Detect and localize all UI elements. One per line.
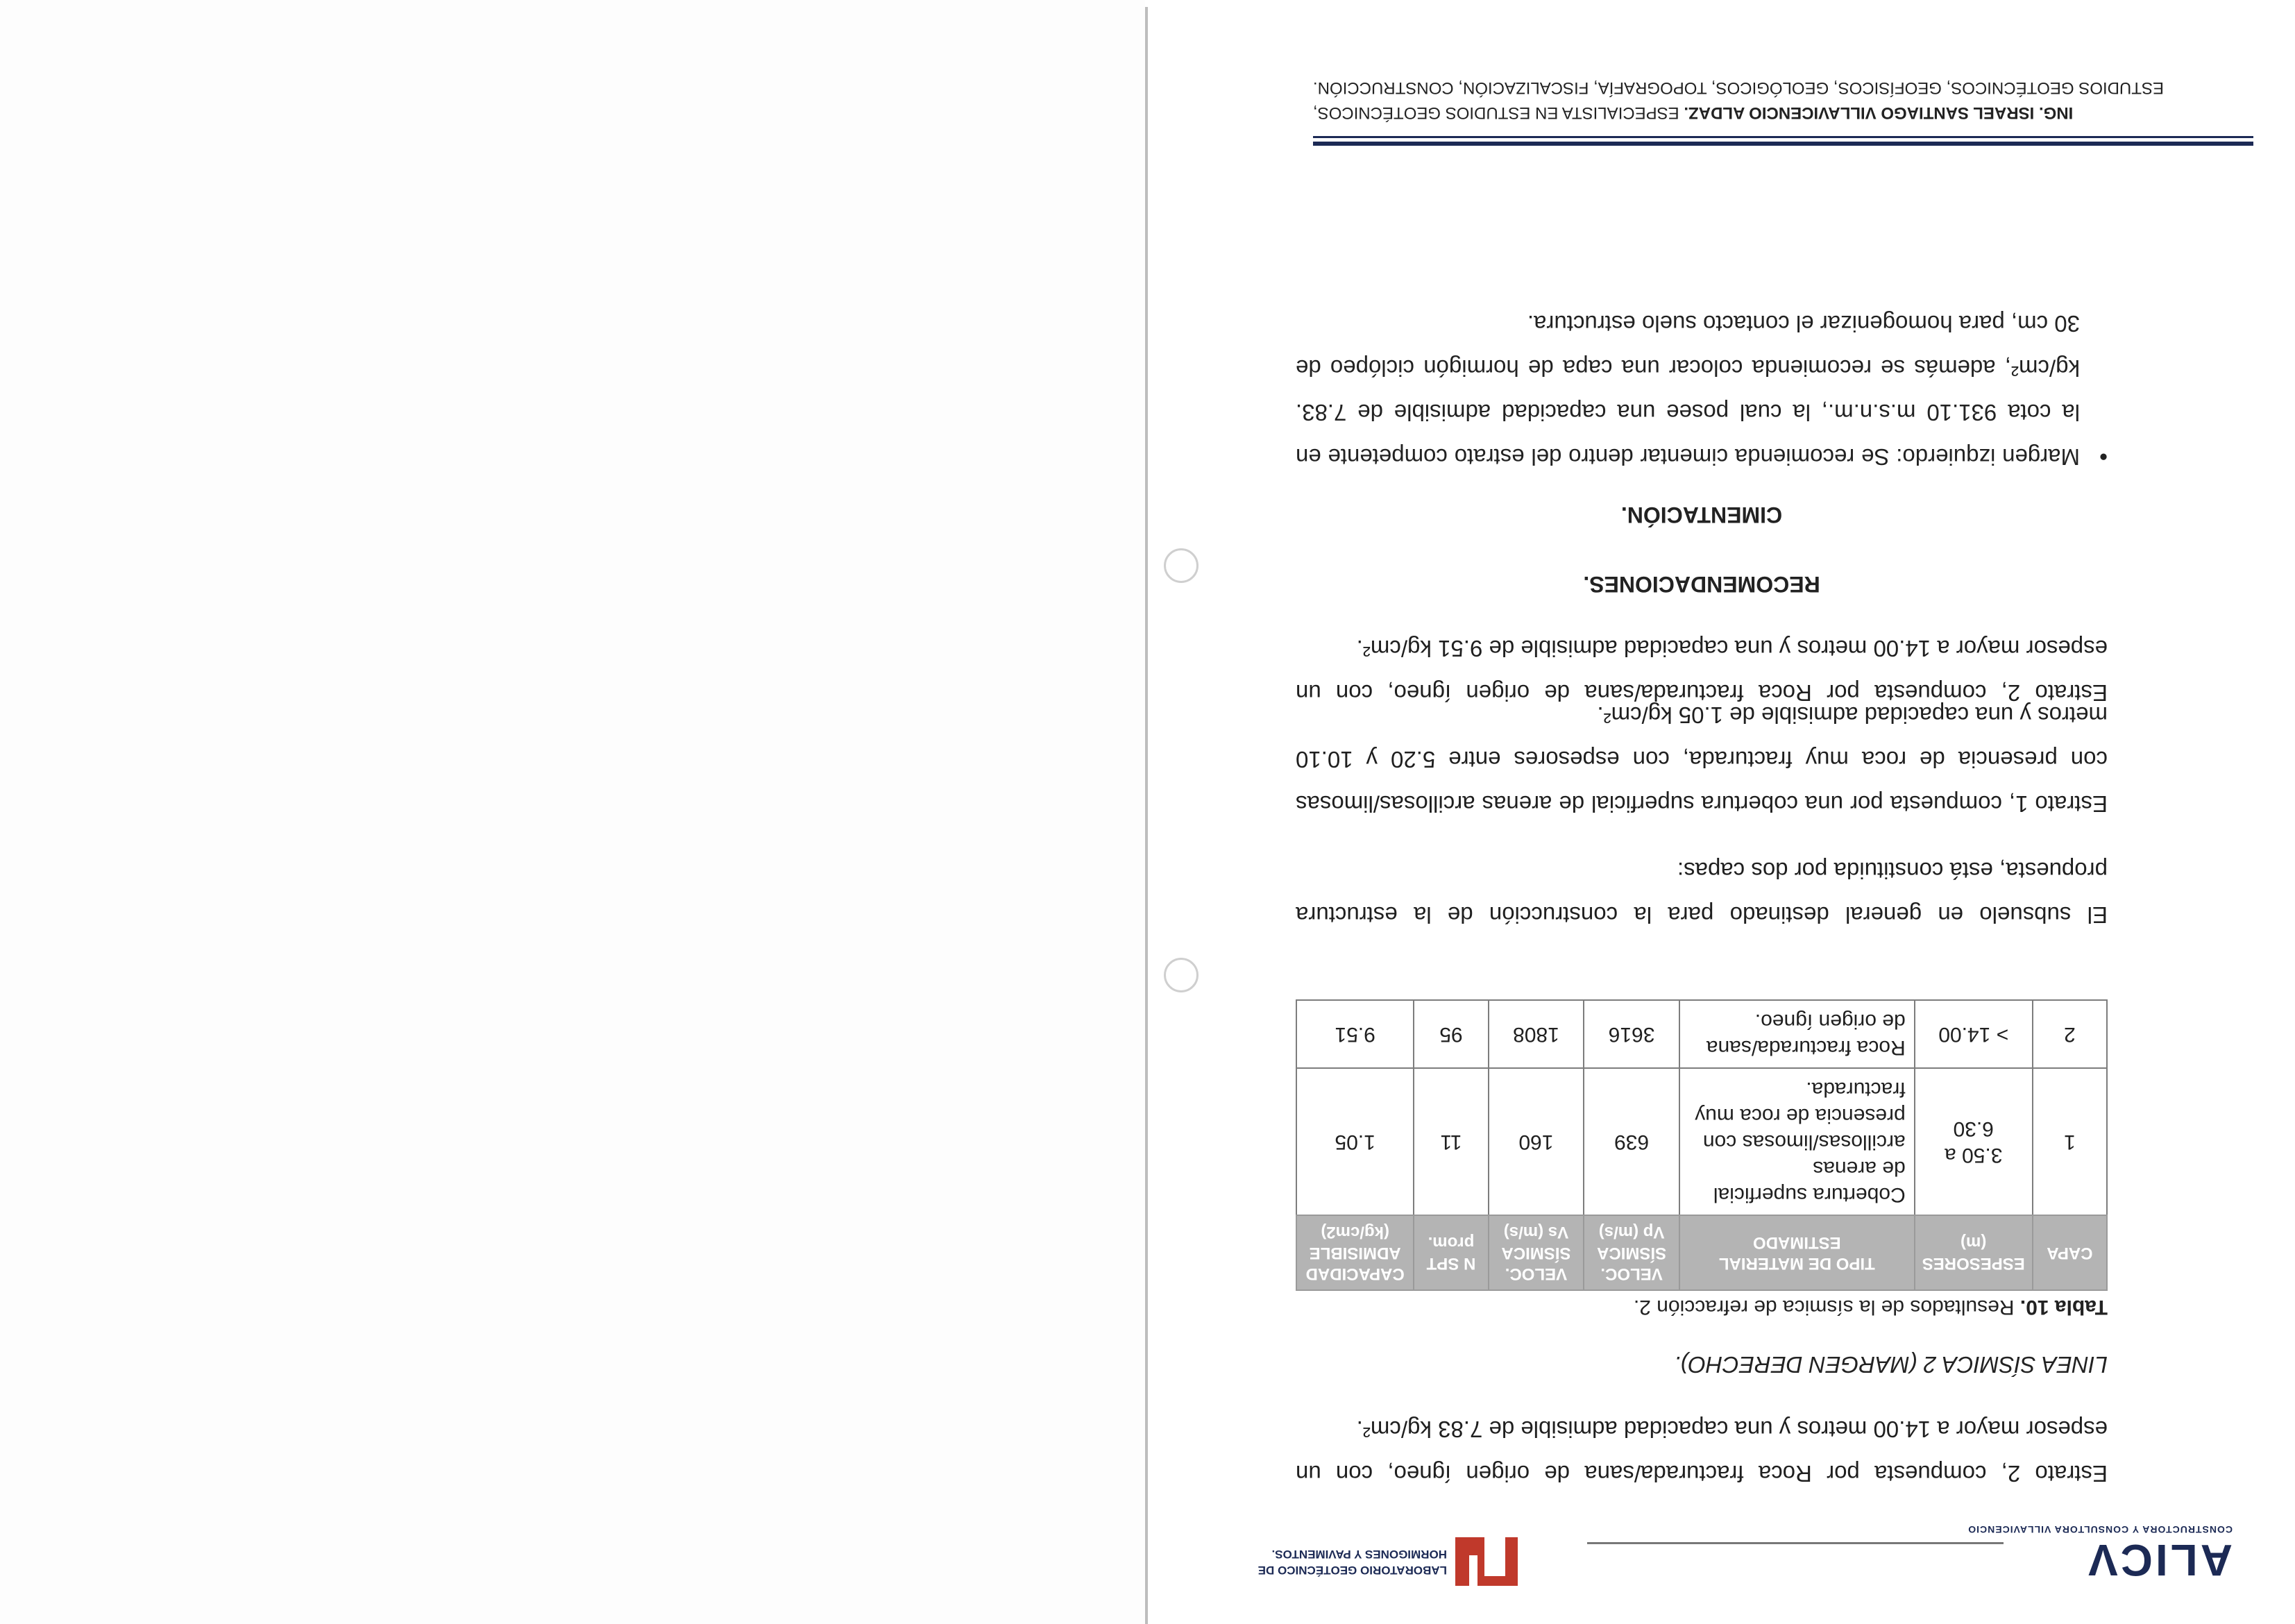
table-cell: 2 <box>2033 1000 2107 1068</box>
table-cell: 639 <box>1584 1068 1679 1215</box>
bullet-dot-icon: • <box>2099 443 2108 470</box>
table-caption-label: Tabla 10. <box>2019 1296 2108 1319</box>
table-header-cell: CAPACIDAD ADMISIBLE (kg/cm2) <box>1296 1215 1414 1290</box>
table-cell: 9.51 <box>1296 1000 1414 1068</box>
company-logo <box>1967 1524 2233 1585</box>
table-caption <box>1634 1295 2108 1319</box>
table-header-row <box>1296 1215 2107 1290</box>
footer-line-2: ESTUDIOS GEOTÉCNICOS, GEOFÍSICOS, GEOLÓGICOS, TOPOGRAFÍA, FISCALIZACIÓN, CONSTRUCCIÓN. <box>1313 78 2164 97</box>
table-row <box>1296 1068 2107 1215</box>
company-logo-mark: ALICV <box>2085 1535 2233 1585</box>
seismic-results-table <box>1296 999 2108 1291</box>
footer-specialty: ESPECIALISTA EN ESTUDIOS GEOTÉCNICOS, <box>1313 103 1684 122</box>
table-cell: 3616 <box>1584 1000 1679 1068</box>
table-header-cell: ESPESORES (m) <box>1915 1215 2033 1290</box>
paragraph-estrato-2-prev: Estrato 2, compuesta por Roca fracturada/sana de origen ígneo, con un espesor mayor a 14.00 metros y una capacidad admisible de 7.83 kg/cm². <box>1296 1416 2108 1487</box>
footer-line-1 <box>1313 100 2253 125</box>
table-cell: 3.50 a 6.30 <box>1915 1068 2033 1215</box>
lab-logo <box>1258 1537 1518 1586</box>
header-divider <box>1587 1542 2004 1544</box>
table-cell: 160 <box>1489 1068 1584 1215</box>
rotated-document-page <box>1148 0 2295 1624</box>
table-header-cell: CAPA <box>2033 1215 2107 1290</box>
table-cell: 1.05 <box>1296 1068 1414 1215</box>
lab-logo-line2: HORMIGONES Y PAVIMENTOS. <box>1271 1548 1447 1561</box>
footer-engineer-name: ING. ISRAEL SANTIAGO VILLAVICENCIO ALDAZ. <box>1684 103 2074 122</box>
table-header-cell: VELOC. SÍSMICA Vp (m/s) <box>1584 1215 1679 1290</box>
footer-divider <box>1313 136 2253 146</box>
seismic-line-title: LINEA SÍSMICA 2 (MARGEN DERECHO). <box>1674 1352 2108 1378</box>
section-heading-cimentacion: CIMENTACIÓN. <box>1620 502 1783 527</box>
table-cell: 1 <box>2033 1068 2107 1215</box>
table-header-cell: TIPO DE MATERIAL ESTIMADO <box>1679 1215 1915 1290</box>
paragraph-estrato-1: Estrato 1, compuesta por una cobertura superficial de arenas arcillosas/limosas con presencia de roca muy fracturada, con espesores entre 5.20 y 10.10 metros y una capacidad admisible de 1.05 kg/cm². <box>1296 702 2108 817</box>
company-logo-subtitle: CONSTRUCTORA Y CONSULTORA VILLAVICENCIO <box>1967 1524 2233 1535</box>
table-row <box>1296 1000 2107 1068</box>
table-cell: > 14.00 <box>1915 1000 2033 1068</box>
table-header-cell: N SPT prom. <box>1414 1215 1488 1290</box>
table-cell: 1808 <box>1489 1000 1584 1068</box>
section-heading-recomendaciones: RECOMENDACIONES. <box>1583 572 1820 597</box>
table-caption-text: Resultados de la sísmica de refracción 2. <box>1633 1296 2015 1319</box>
table-cell: 95 <box>1414 1000 1488 1068</box>
lab-logo-line1: LABORATORIO GEOTÉCNICO DE <box>1257 1563 1447 1577</box>
paragraph-estrato-2: Estrato 2, compuesta por Roca fracturada/sana de origen ígneo, con un espesor mayor a 14.00 metros y una capacidad admisible de 9.51 kg/cm². <box>1296 636 2108 706</box>
footer <box>1313 75 2253 125</box>
table-cell: Roca fracturada/sana de origen ígneo. <box>1679 1000 1915 1068</box>
paragraph-subsuelo: El subsuelo en general destinado para la construcción de la estructura propuesta, está constituida por dos capas: <box>1296 858 2108 928</box>
blank-left-page <box>0 0 1145 1624</box>
table-header-cell: VELOC. SÍSMICA Vs (m/s) <box>1489 1215 1584 1290</box>
lab-logo-icon <box>1455 1537 1518 1586</box>
punch-hole <box>1164 548 1199 583</box>
recommendation-bullet <box>1296 301 2108 479</box>
punch-hole <box>1164 958 1199 992</box>
recommendation-text: Margen izquierdo: Se recomienda cimentar dentro del estrato competente en la cota 931.10 m.s.n.m., la cual posee una capacidad admisible de 7.83. kg/cm², además se recomienda colocar una capa de hormigón ciclópeo de 30 cm, para homogenizar el contacto suelo estructura. <box>1296 311 2080 470</box>
table-cell: Cobertura superficial de arenas arcillosas/limosas con presencia de roca muy fracturada. <box>1679 1068 1915 1215</box>
table-cell: 11 <box>1414 1068 1488 1215</box>
